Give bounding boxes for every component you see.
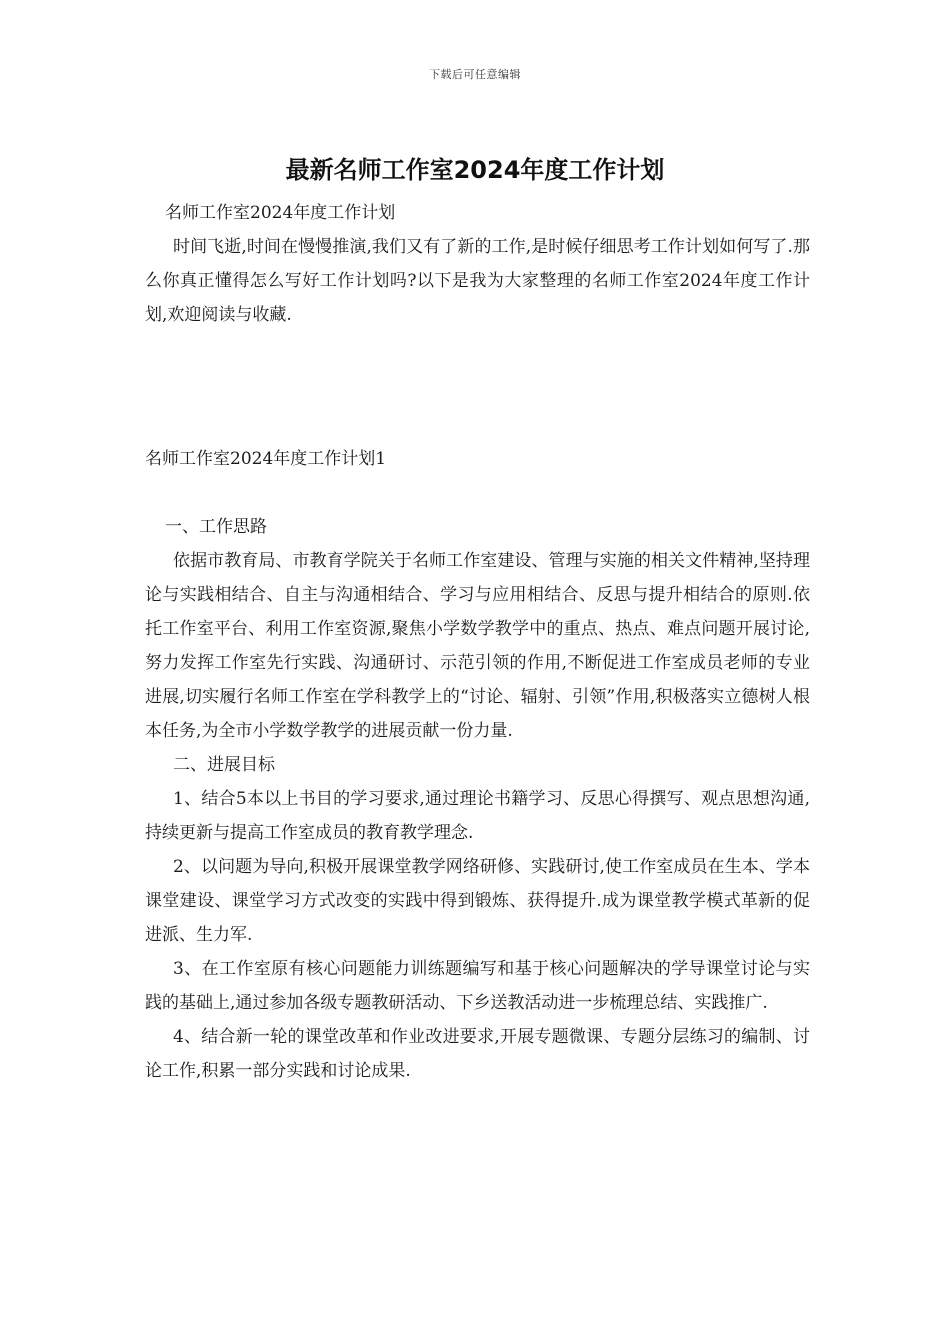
intro-block bbox=[145, 196, 810, 332]
goal-item-2: 2、以问题为导向,积极开展课堂教学网络研修、实践研讨,使工作室成员在生本、学本课堂建设、课堂学习方式改变的实践中得到锻炼、获得提升.成为课堂教学模式革新的促进派、生力军. bbox=[145, 857, 810, 945]
goal-item-1: 1、结合5本以上书目的学习要求,通过理论书籍学习、反思心得撰写、观点思想沟通,持续更新与提高工作室成员的教育教学理念. bbox=[145, 789, 810, 843]
paragraph-work-ideas: 依据市教育局、市教育学院关于名师工作室建设、管理与实施的相关文件精神,坚持理论与实践相结合、自主与沟通相结合、学习与应用相结合、反思与提升相结合的原则.依托工作室平台、利用工作室资源,聚焦小学数学教学中的重点、热点、难点问题开展讨论,努力发挥工作室先行实践、沟通研讨、示范引领的作用,不断促进工作室成员老师的专业进展,切实履行名师工作室在学科教学上的“讨论、辐射、引领”作用,积极落实立德树人根本任务,为全市小学数学教学的进展贡献一份力量. bbox=[145, 551, 810, 741]
intro-paragraph: 时间飞逝,时间在慢慢推演,我们又有了新的工作,是时候仔细思考工作计划如何写了.那么你真正懂得怎么写好工作计划吗?以下是我为大家整理的名师工作室2024年度工作计划,欢迎阅读与收藏. bbox=[145, 237, 810, 325]
section-title-block bbox=[145, 442, 810, 476]
intro-subtitle: 名师工作室2024年度工作计划 bbox=[165, 203, 396, 223]
section-title: 名师工作室2024年度工作计划1 bbox=[145, 449, 387, 469]
goal-item-4: 4、结合新一轮的课堂改革和作业改进要求,开展专题微课、专题分层练习的编制、讨论工作,积累一部分实践和讨论成果. bbox=[145, 1027, 810, 1081]
document-title: 最新名师工作室2024年度工作计划 bbox=[285, 156, 665, 184]
heading-goals: 二、进展目标 bbox=[173, 755, 275, 775]
header-note: 下载后可任意编辑 bbox=[429, 68, 521, 81]
main-content bbox=[145, 510, 810, 1088]
heading-work-ideas: 一、工作思路 bbox=[165, 517, 267, 537]
goal-item-3: 3、在工作室原有核心问题能力训练题编写和基于核心问题解决的学导课堂讨论与实践的基础上,通过参加各级专题教研活动、下乡送教活动进一步梳理总结、实践推广. bbox=[145, 959, 810, 1013]
